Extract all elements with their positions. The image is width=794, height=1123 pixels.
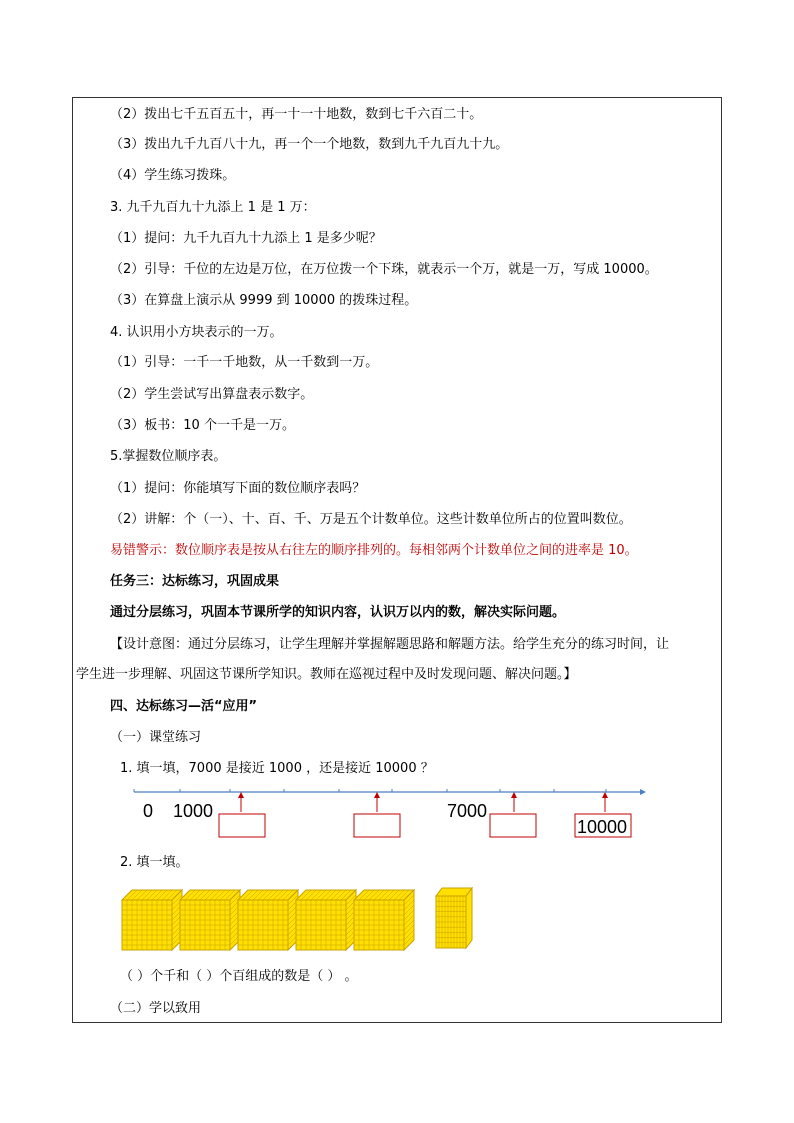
text-line: 2. 填一填。	[120, 855, 189, 870]
text-line: （4）学生练习拨珠。	[110, 168, 236, 183]
answer-box-1[interactable]	[219, 814, 265, 837]
text-line: 通过分层练习，巩固本节课所学的知识内容，认识万以内的数，解决实际问题。	[110, 605, 566, 620]
text-line: （2）学生尝试写出算盘表示数字。	[110, 387, 314, 402]
number-line-exercise	[120, 780, 650, 840]
text-line: （二）学以致用	[110, 1001, 202, 1016]
text-line: 任务三：达标练习，巩固成果	[110, 574, 280, 589]
text-line: （3）拨出九千九百八十九，再一个一个地数，数到九千九百九十九。	[110, 137, 509, 152]
label-1000: 1000	[173, 801, 214, 821]
answer-line: （ ）个千和（ ）个百组成的数是（ ） 。	[120, 969, 358, 984]
answer-box-3[interactable]	[490, 814, 536, 837]
cube-svg	[118, 884, 478, 952]
thousand-cube	[296, 890, 356, 950]
thousand-cube	[180, 890, 240, 950]
marker-2	[374, 792, 380, 812]
number-line-svg	[120, 780, 650, 840]
marker-4	[602, 792, 608, 812]
answer-box-2[interactable]	[354, 814, 400, 837]
hundred-flat	[436, 888, 472, 948]
text-line: （2）引导：千位的左边是万位，在万位拨一个下珠，就表示一个万，就是一万，写成 10000。	[110, 262, 658, 277]
text-line: 3. 九千九百九十九添上 1 是 1 万：	[110, 200, 316, 215]
text-line: 学生进一步理解、巩固这节课所学知识。教师在巡视过程中及时发现问题、解决问题。】	[76, 667, 577, 682]
thousand-cube	[122, 890, 182, 950]
thousand-cube	[354, 890, 414, 950]
label-7000: 7000	[447, 801, 488, 821]
marker-3	[511, 792, 517, 812]
marker-1	[238, 792, 244, 812]
text-line: （2）讲解：个（一）、十、百、千、万是五个计数单位。这些计数单位所占的位置叫数位。	[110, 512, 632, 527]
text-line: （3）板书：10 个一千是一万。	[110, 418, 295, 433]
label-10000: 10000	[577, 817, 628, 837]
text-line: （3）在算盘上演示从 9999 到 10000 的拨珠过程。	[110, 293, 418, 308]
label-0: 0	[143, 801, 154, 821]
text-line: 4. 认识用小方块表示的一万。	[110, 325, 283, 340]
text-line: （一）课堂练习	[110, 730, 202, 745]
text-line: 易错警示：数位顺序表是按从右往左的顺序排列的。每相邻两个计数单位之间的进率是 10。	[110, 543, 638, 558]
number-line-arrow	[640, 789, 646, 795]
text-line: 四、达标练习—活“应用”	[110, 699, 258, 714]
text-line: 【设计意图：通过分层练习，让学生理解并掌握解题思路和解题方法。给学生充分的练习时间，让	[110, 637, 670, 652]
text-line: （1）引导：一千一千地数，从一千数到一万。	[110, 355, 379, 370]
text-line: 1. 填一填，7000 是接近 1000 ，还是接近 10000 ？	[120, 761, 434, 776]
text-line: （1）提问：九千九百九十九添上 1 是多少呢？	[110, 231, 382, 246]
text-line: 5.掌握数位顺序表。	[110, 449, 227, 464]
text-line: （2）拨出七千五百五十，再一十一十地数，数到七千六百二十。	[110, 107, 483, 122]
text-line: （1）提问：你能填写下面的数位顺序表吗？	[110, 481, 366, 496]
cube-exercise	[118, 884, 478, 952]
thousand-cube	[238, 890, 298, 950]
